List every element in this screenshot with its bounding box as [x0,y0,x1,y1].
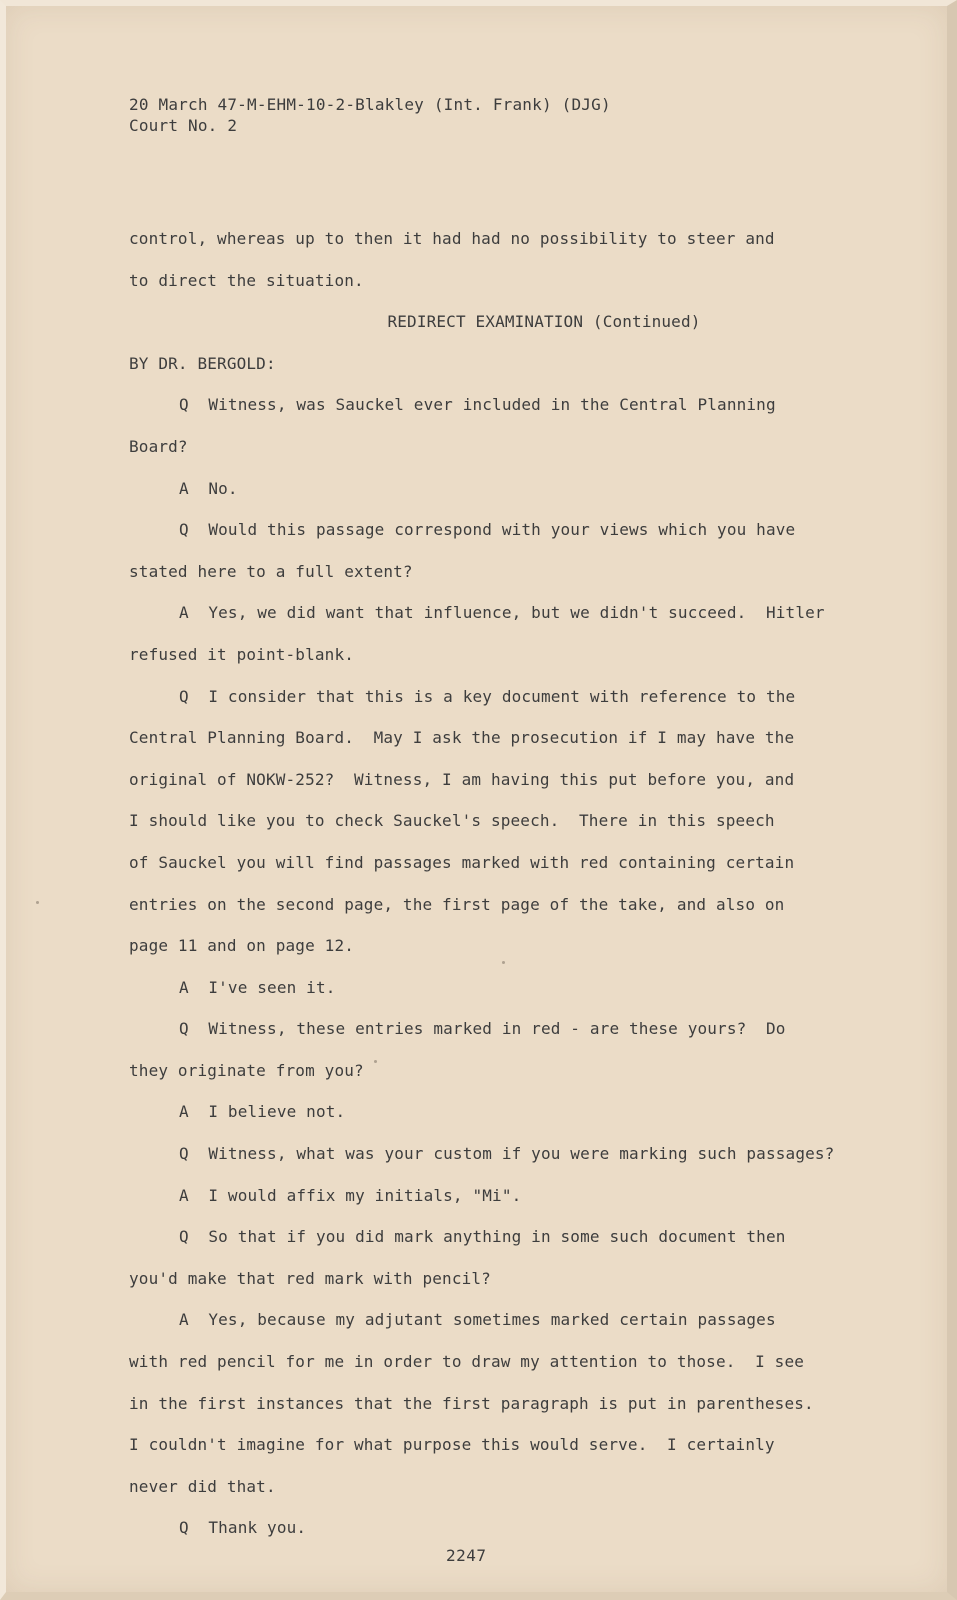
question-line: Q Witness, these entries marked in red - are these yours? Do [179,1019,786,1039]
question-line: Q Witness, what was your custom if you were marking such passages? [179,1144,835,1164]
transcript-body [129,218,889,1549]
answer-line: A No. [179,478,238,498]
paper-speck [374,1060,377,1063]
transcript-line: you'd make that red mark with pencil? [129,1268,491,1288]
transcript-line: refused it point-blank. [129,644,355,664]
document-header [129,94,889,136]
answer-line: A I would affix my initials, "Mi". [179,1185,522,1205]
transcript-line: in the first instances that the first paragraph is put in parentheses. [129,1393,814,1413]
answer-line: A I believe not. [179,1102,346,1122]
header-line-2: Court No. 2 [129,116,238,135]
transcript-line: control, whereas up to then it had had no possibility to steer and [129,229,775,248]
transcript-line: I couldn't imagine for what purpose this would serve. I certainly [129,1435,775,1455]
transcript-line: they originate from you? [129,1060,364,1080]
question-line: Q So that if you did mark anything in some such document then [179,1227,786,1247]
transcript-line: Central Planning Board. May I ask the prosecution if I may have the [129,728,795,748]
page-number: 2247 [446,1546,487,1565]
transcript-line: never did that. [129,1476,276,1496]
transcript-line: stated here to a full extent? [129,561,413,581]
answer-line: A Yes, because my adjutant sometimes marked certain passages [179,1310,776,1330]
header-line-1: 20 March 47-M-EHM-10-2-Blakley (Int. Frank) (DJG) [129,95,611,114]
transcript-line: to direct the situation. [129,270,364,290]
transcript-line: with red pencil for me in order to draw my attention to those. I see [129,1352,805,1372]
question-line: Q I consider that this is a key document with reference to the [179,686,796,706]
paper-speck [502,961,505,964]
question-line: Q Witness, was Sauckel ever included in the Central Planning [179,395,776,415]
question-line: Q Thank you. [179,1518,307,1538]
paper-speck [36,901,39,904]
question-line: Q Would this passage correspond with your views which you have [179,520,796,540]
section-heading: REDIRECT EXAMINATION (Continued) [387,312,701,332]
transcript-line: Board? [129,436,188,456]
transcript-line: original of NOKW-252? Witness, I am having this put before you, and [129,769,795,789]
answer-line: A I've seen it. [179,977,336,997]
transcript-line: of Sauckel you will find passages marked with red containing certain [129,852,795,872]
transcript-line: entries on the second page, the first page of the take, and also on [129,894,785,914]
answer-line: A Yes, we did want that influence, but we didn't succeed. Hitler [179,603,825,623]
examiner-line: BY DR. BERGOLD: [129,353,276,373]
transcript-line: I should like you to check Sauckel's speech. There in this speech [129,811,775,831]
transcript-line: page 11 and on page 12. [129,936,355,956]
